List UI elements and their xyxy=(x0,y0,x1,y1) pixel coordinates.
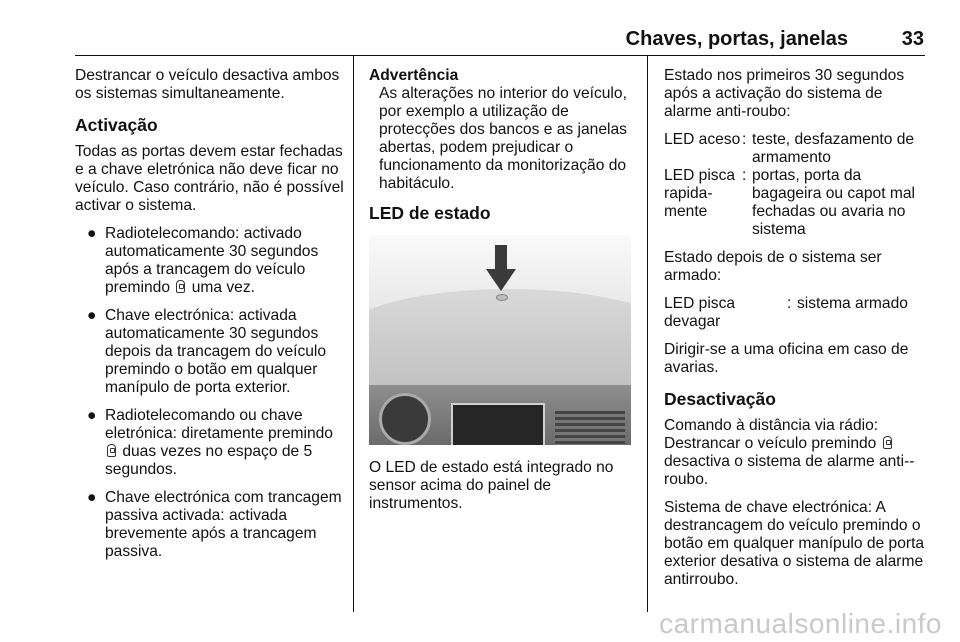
header-rule xyxy=(75,55,925,56)
column-divider xyxy=(647,56,648,612)
status-row: LED pisca rapida-mente : portas, porta da bagageira ou capot mal fechadas ou avaria no sistema xyxy=(664,167,915,238)
led-heading: LED de estado xyxy=(369,203,491,223)
column-2 xyxy=(369,67,633,523)
column-3 xyxy=(664,67,926,599)
list-item: ● Radiotelecomando: activado automaticamente 30 segundos após a trancagem do veículo premindo uma vez. xyxy=(87,225,319,296)
dashboard-photo xyxy=(369,235,631,445)
lock-key-icon xyxy=(176,280,185,293)
list-item: ● Radiotelecomando ou chave eletrónica: diretamente premindo duas vezes no espaço de 5 segundos. xyxy=(87,407,333,478)
status-row: LED aceso : teste, desfazamento de armamento xyxy=(664,131,915,166)
page-number: 33 xyxy=(901,28,924,50)
column-divider xyxy=(353,56,354,612)
after-armed-label: Estado depois de o sistema ser armado: xyxy=(664,249,882,284)
arrow-down-icon xyxy=(486,245,516,293)
armed-row: LED pisca devagar : sistema armado xyxy=(664,295,908,330)
led-caption: O LED de estado está integrado no sensor acima do painel de instrumentos. xyxy=(369,459,614,512)
status-intro: Estado nos primeiros 30 segundos após a activação do sistema de alarme anti-roubo: xyxy=(664,67,905,120)
activation-para: Todas as portas devem estar fechadas e a chave eletrónica não deve ficar no veículo. Caso contrário, não é possível activar o sistema. xyxy=(75,143,344,214)
watermark: carmanualsonline.info xyxy=(659,608,942,639)
warning-text: As alterações no interior do veículo, por exemplo a utilização de protecções dos bancos e as janelas abertas, podem prejudicar o funcionamento da monitorização do habitáculo. xyxy=(379,85,627,192)
list-item: ● Chave electrónica: activada automaticamente 30 segundos depois da trancagem do veículo premindo o botão em qualquer manípulo de porta exterior. xyxy=(87,307,327,396)
workshop-note: Dirigir-se a uma oficina em caso de avarias. xyxy=(664,341,909,376)
column-1 xyxy=(75,67,345,571)
intro-text: Destrancar o veículo desactiva ambos os sistemas simultaneamente. xyxy=(75,67,340,102)
keyless-para: Sistema de chave electrónica: A destrancagem do veículo premindo o botão em qualquer manípulo de porta exterior desativa o sistema de alarme antirroubo. xyxy=(664,499,925,588)
page-header-title: Chaves, portas, janelas xyxy=(625,28,848,50)
remote-para: Comando à distância via rádio: Destrancar o veículo premindo desactiva o sistema de alarme anti--roubo. xyxy=(664,417,915,488)
activation-heading: Activação xyxy=(75,115,158,135)
warning-title: Advertência xyxy=(369,67,459,84)
deactivation-heading: Desactivação xyxy=(664,389,776,409)
list-item: ● Chave electrónica com trancagem passiva activada: activada brevemente após a trancagem passiva. xyxy=(87,489,342,560)
lock-key-icon xyxy=(107,444,116,457)
led-sensor xyxy=(496,294,508,301)
unlock-key-icon xyxy=(883,436,892,449)
